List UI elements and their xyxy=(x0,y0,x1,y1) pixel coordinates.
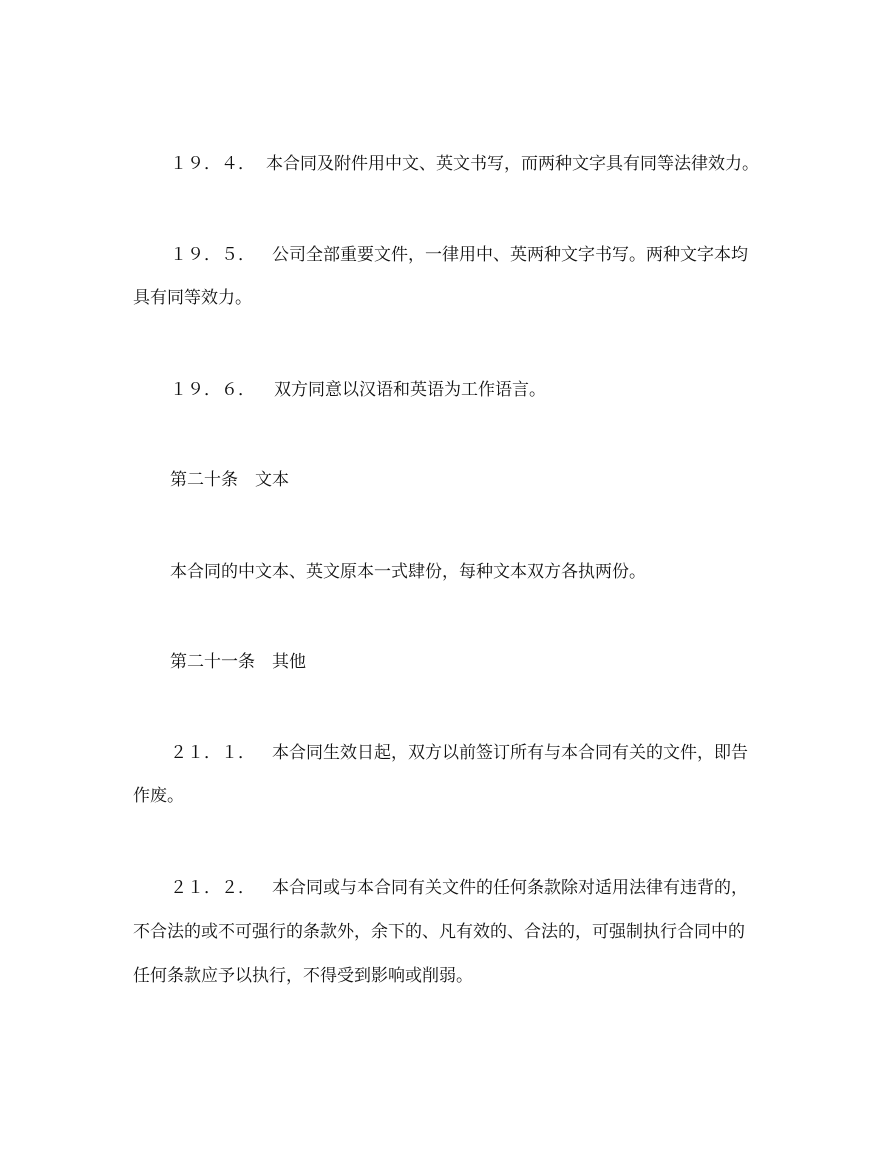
clause-text: 本合同或与本合同有关文件的任何条款除对适用法律有违背的， xyxy=(272,878,748,898)
clause-text: 本合同及附件用中文、英文书写，而两种文字具有同等法律效力。 xyxy=(266,154,759,174)
clause-21-1-line-1 xyxy=(133,743,783,763)
clause-number: ２１．２． xyxy=(170,878,255,898)
clause-19-5-line-2: 具有同等效力。 xyxy=(133,288,252,308)
clause-21-2-line-2: 不合法的或不可强行的条款外，余下的、凡有效的、合法的，可强制执行合同中的 xyxy=(133,922,745,942)
clause-number: １９．５． xyxy=(170,245,255,265)
clause-19-4 xyxy=(133,154,783,174)
clause-text: 双方同意以汉语和英语为工作语言。 xyxy=(274,380,546,400)
clause-text: 本合同生效日起，双方以前签订所有与本合同有关的文件，即告 xyxy=(272,743,748,763)
article-21-heading: 第二十一条 其他 xyxy=(170,652,306,672)
article-20-heading: 第二十条 文本 xyxy=(170,470,289,490)
clause-text: 公司全部重要文件，一律用中、英两种文字书写。两种文字本均 xyxy=(272,245,748,265)
clause-21-2-line-3: 任何条款应予以执行，不得受到影响或削弱。 xyxy=(133,966,473,986)
clause-19-6 xyxy=(133,380,783,400)
clause-19-5-line-1 xyxy=(133,245,783,265)
clause-21-2-line-1 xyxy=(133,878,783,898)
clause-number: ２１．１． xyxy=(170,743,255,763)
clause-21-1-line-2: 作废。 xyxy=(133,786,184,806)
clause-number: １９．６． xyxy=(170,380,255,400)
article-20-text: 本合同的中文本、英文原本一式肆份，每种文本双方各执两份。 xyxy=(170,562,646,582)
clause-number: １９．４． xyxy=(170,154,255,174)
